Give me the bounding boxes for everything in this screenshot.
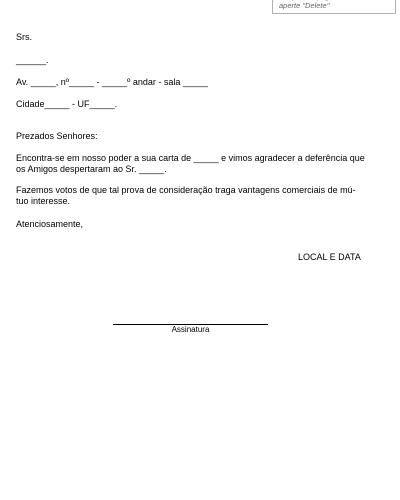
place-date: LOCAL E DATA (298, 252, 361, 262)
address-line: Av. _____, nº_____ - _____º andar - sala _____ (16, 77, 208, 87)
note-line-2: aperte "Delete" (279, 1, 330, 10)
salutation: Srs. (16, 32, 33, 42)
city-line: Cidade_____ - UF_____. (16, 99, 118, 109)
greeting: Prezados Senhores: (16, 131, 98, 141)
paragraph-1: Encontra-se em nosso poder a sua carta de _____ e vimos agradecer a deferência que os Amigos despertaram ao Sr. _____. (16, 153, 365, 174)
paragraph-2: Fazemos votos de que tal prova de consideração traga vantagens comerciais de mú-tuo interesse. (16, 185, 356, 206)
instruction-note (272, 0, 396, 14)
closing: Atenciosamente, (16, 219, 84, 229)
signature-label: Assinatura (171, 325, 210, 334)
recipient-blank: ______. (16, 55, 49, 65)
